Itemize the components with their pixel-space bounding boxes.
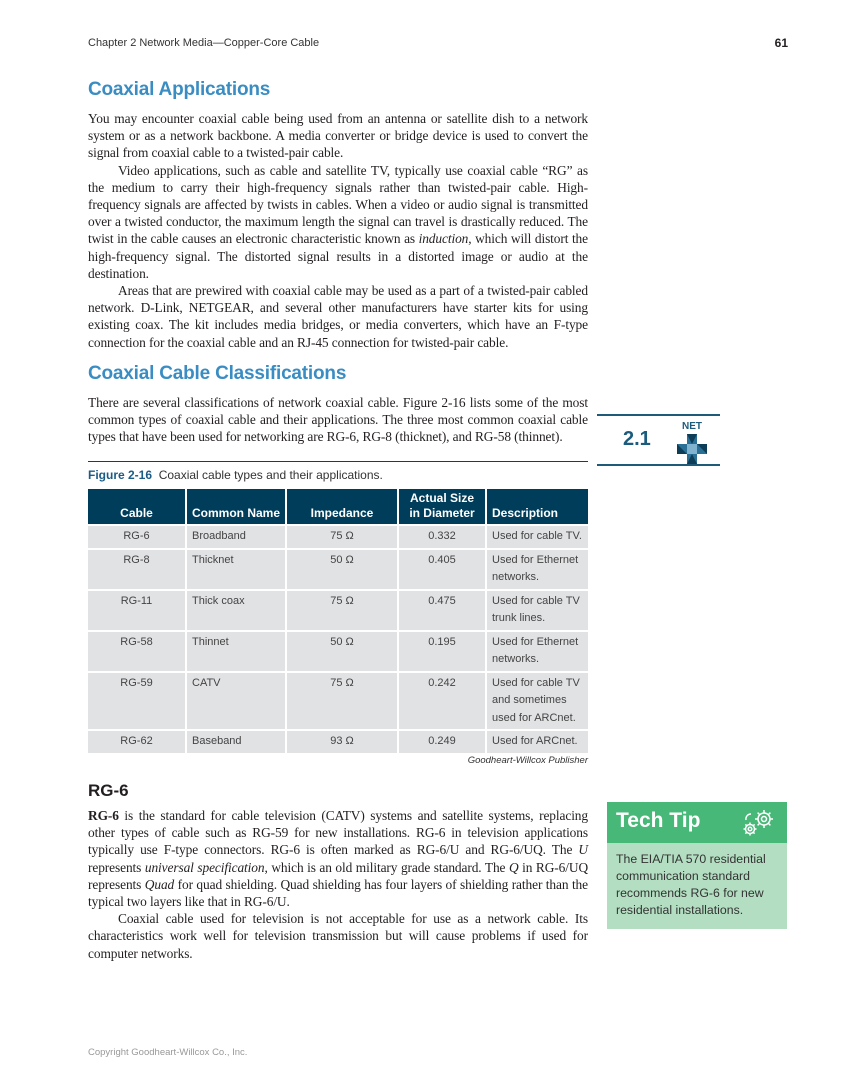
tech-tip-title: Tech Tip <box>616 809 701 832</box>
term-italic: Q <box>508 859 519 875</box>
cell-impedance: 50 Ω <box>286 631 398 672</box>
cell-common-name: Thinnet <box>186 631 286 672</box>
text: , which is an old military grade standard. The <box>264 859 509 875</box>
cell-cable: RG-6 <box>88 525 186 549</box>
cell-cable: RG-8 <box>88 549 186 590</box>
caption-text: Coaxial cable types and their applications. <box>158 468 383 483</box>
term-italic: Quad <box>144 876 175 892</box>
cell-impedance: 75 Ω <box>286 672 398 731</box>
text: for quad shielding. Quad shielding has four layers of shielding rather than the typical two layers like that in RG-6/U. <box>88 876 589 909</box>
page-number: 61 <box>774 36 788 50</box>
main-column <box>88 79 588 962</box>
cell-common-name: Broadband <box>186 525 286 549</box>
cell-cable: RG-59 <box>88 672 186 731</box>
cell-description: Used for cable TV trunk lines. <box>486 590 588 631</box>
table-row <box>88 730 588 753</box>
section-heading-classifications: Coaxial Cable Classifications <box>88 362 347 384</box>
objective-badge <box>597 414 720 466</box>
figure-rule <box>88 461 588 462</box>
term-italic: induction <box>418 231 469 247</box>
cell-impedance: 75 Ω <box>286 590 398 631</box>
cell-diameter: 0.405 <box>398 549 486 590</box>
text: Video applications, such as cable and satellite TV, typically use coaxial cable “RG” as the medium to carry their high-frequency signals rather than twisted-pair cable. High-frequency signals are affected by twists in cables. When a video or audio signal is transmitted over a twisted conductor, the maximum length the signal can travel is drastically reduced. The twist in the cable causes an electronic characteristic known as <box>88 162 588 247</box>
section-body <box>88 110 588 351</box>
tech-tip-header <box>607 802 787 843</box>
text: in RG-6/UQ represents <box>88 859 589 892</box>
copyright: Copyright Goodheart-Willcox Co., Inc. <box>88 1047 248 1058</box>
table-row <box>88 631 588 672</box>
coax-types-table <box>88 489 588 753</box>
badge-label: NET <box>682 421 702 432</box>
cell-common-name: CATV <box>186 672 286 731</box>
cell-common-name: Baseband <box>186 730 286 753</box>
cell-description: Used for Ethernet networks. <box>486 631 588 672</box>
cell-diameter: 0.332 <box>398 525 486 549</box>
cell-impedance: 50 Ω <box>286 549 398 590</box>
cell-cable: RG-62 <box>88 730 186 753</box>
col-header-diameter: Actual Size in Diameter <box>398 489 486 525</box>
cell-description: Used for Ethernet networks. <box>486 549 588 590</box>
section-body <box>88 807 588 962</box>
table-row <box>88 525 588 549</box>
text: is the standard for cable television (CATV) systems and satellite systems, replacing other types of cable such as RG-59 for new installations. RG-6 in television applications typically use F-type connectors. RG-6 is often marked as RG-6/U and RG-6/UQ. The <box>88 807 588 858</box>
cell-description: Used for cable TV. <box>486 525 588 549</box>
col-header-cable: Cable <box>88 489 186 525</box>
gears-icon <box>741 808 777 838</box>
col-header-common-name: Common Name <box>186 489 286 525</box>
col-header-description: Description <box>486 489 588 525</box>
cell-cable: RG-11 <box>88 590 186 631</box>
col-header-impedance: Impedance <box>286 489 398 525</box>
figure-label: Figure 2-16 <box>88 468 153 483</box>
text: represents <box>88 859 145 875</box>
cell-common-name: Thick coax <box>186 590 286 631</box>
cell-impedance: 75 Ω <box>286 525 398 549</box>
cell-description: Used for cable TV and sometimes used for ARCnet. <box>486 672 588 731</box>
tech-tip-text: The EIA/TIA 570 residential communication standard recommends RG-6 for new residential installations. <box>616 852 766 917</box>
running-header: Chapter 2 Network Media—Copper-Core Cable <box>88 37 320 49</box>
table-row <box>88 672 588 731</box>
paragraph <box>88 162 588 282</box>
term-bold: RG-6 <box>88 807 119 823</box>
paragraph: There are several classifications of network coaxial cable. Figure 2-16 lists some of the most common types of coaxial cable and their applications. The three most common coaxial cable types that have been used for networking are RG-6, RG-8 (thicknet), and RG-58 (thinnet). <box>88 394 588 445</box>
section-heading-rg6: RG-6 <box>88 780 129 800</box>
network-cross-icon <box>677 434 707 464</box>
section-body <box>88 394 588 446</box>
table-row <box>88 590 588 631</box>
figure-credit: Goodheart-Willcox Publisher <box>467 754 588 766</box>
cell-impedance: 93 Ω <box>286 730 398 753</box>
figure-caption <box>88 468 588 483</box>
cell-cable: RG-58 <box>88 631 186 672</box>
term-italic: U <box>578 842 588 858</box>
cell-common-name: Thicknet <box>186 549 286 590</box>
cell-diameter: 0.195 <box>398 631 486 672</box>
term-italic: universal specification <box>144 859 265 875</box>
text: , which will distort the high-frequency signal. The distorted signal results in a distorted image or audio at the destination. <box>88 231 588 281</box>
table-row <box>88 549 588 590</box>
paragraph: Areas that are prewired with coaxial cable may be used as a part of a twisted-pair cabled network. D-Link, NETGEAR, and several other manufacturers have starter kits for using existing coax. The kit includes media bridges, or media converters, which have an F-type connection for the coaxial cable and an RJ-45 connection for twisted-pair cable. <box>88 283 588 350</box>
paragraph: You may encounter coaxial cable being used from an antenna or satellite dish to a network system or as a network backbone. A media converter or bridge device is used to convert the signal from coaxial cable to a twisted-pair cable. <box>88 111 588 161</box>
cell-diameter: 0.249 <box>398 730 486 753</box>
badge-number: 2.1 <box>623 428 651 450</box>
paragraph: Coaxial cable used for television is not acceptable for use as a network cable. Its characteristics work well for television transmission but will cause problems if used for computer networks. <box>88 911 588 961</box>
tech-tip-box <box>607 802 787 929</box>
cell-diameter: 0.242 <box>398 672 486 731</box>
cell-description: Used for ARCnet. <box>486 730 588 753</box>
cell-diameter: 0.475 <box>398 590 486 631</box>
paragraph <box>88 807 588 910</box>
section-heading-coaxial-applications: Coaxial Applications <box>88 79 271 100</box>
